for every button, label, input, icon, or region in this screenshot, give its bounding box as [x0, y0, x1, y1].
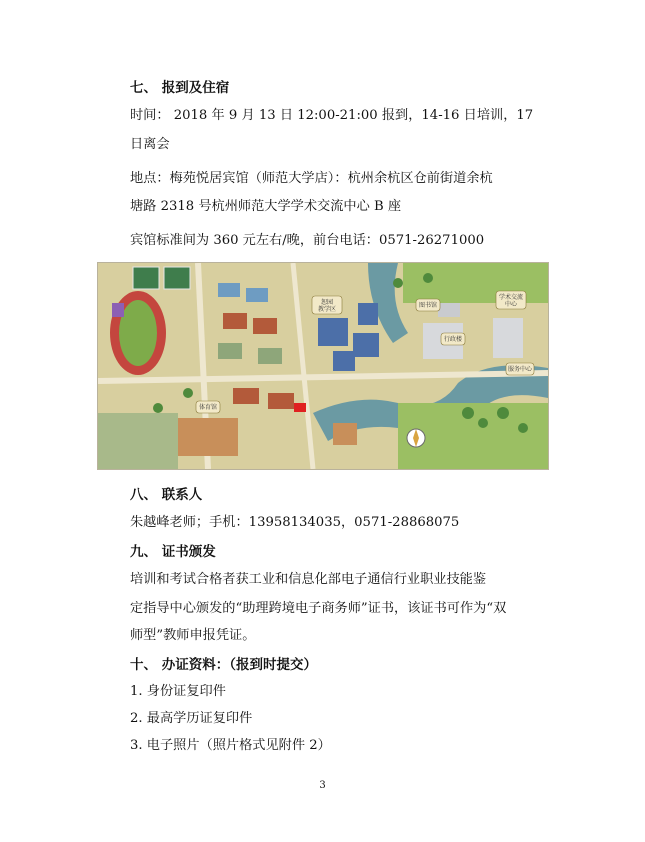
- place-line-1: 地点：梅苑悦居宾馆（师范大学店）：杭州余杭区仓前街道余杭: [130, 171, 493, 186]
- south-building-2: [333, 423, 357, 445]
- grass-southwest: [98, 413, 178, 469]
- list-item: 3. 电子照片（照片格式见附件 2）: [130, 738, 331, 753]
- label-academic-line2: 中心: [504, 301, 518, 308]
- place-line-2: 塘路 2318 号杭州师范大学学术交流中心 B 座: [130, 199, 402, 214]
- label-library: 图书馆: [418, 302, 438, 309]
- label-admin: 行政楼: [443, 336, 463, 343]
- campus-map-illustration: [98, 263, 548, 469]
- time-line-2: 日离会: [130, 137, 170, 152]
- south-building: [178, 418, 238, 456]
- certificate-line-2: 定指导中心颁发的“助理跨境电子商务师”证书，该证书可作为“双: [130, 601, 507, 616]
- label-garden-line2: 教学区: [317, 306, 337, 313]
- football-field: [119, 300, 157, 366]
- certificate-line-3: 师型”教师申报凭证。: [130, 628, 256, 643]
- label-garden-line1: 恕园: [320, 299, 334, 306]
- court-2: [164, 267, 190, 289]
- certificate-line-1: 培训和考试合格者获工业和信息化部电子通信行业职业技能鉴: [130, 572, 487, 587]
- section-10-heading: 十、 办证资料：（报到时提交）: [130, 657, 317, 673]
- list-item: 1. 身份证复印件: [130, 684, 226, 699]
- page-number: 3: [319, 780, 326, 791]
- hotel-price-line: 宾馆标准间为 360 元左右/晚，前台电话：0571-26271000: [130, 233, 485, 248]
- list-item: 2. 最高学历证复印件: [130, 711, 253, 726]
- time-line-1: 时间： 2018 年 9 月 13 日 12:00-21:00 报到，14-16 日培训，17: [130, 108, 534, 123]
- track-stand: [112, 303, 124, 317]
- label-service: 服务中心: [507, 366, 533, 373]
- hotel-location-flag: [294, 403, 306, 412]
- court-1: [133, 267, 159, 289]
- section-9-heading: 九、 证书颁发: [130, 544, 216, 560]
- campus-map: [97, 262, 549, 470]
- label-gym: 体育馆: [198, 404, 218, 411]
- section-8-heading: 八、 联系人: [130, 487, 203, 503]
- contact-line: 朱越峰老师；手机：13958134035，0571-28868075: [130, 515, 460, 530]
- section-7-heading: 七、 报到及住宿: [130, 80, 230, 96]
- label-academic-line1: 学术交流: [498, 294, 524, 301]
